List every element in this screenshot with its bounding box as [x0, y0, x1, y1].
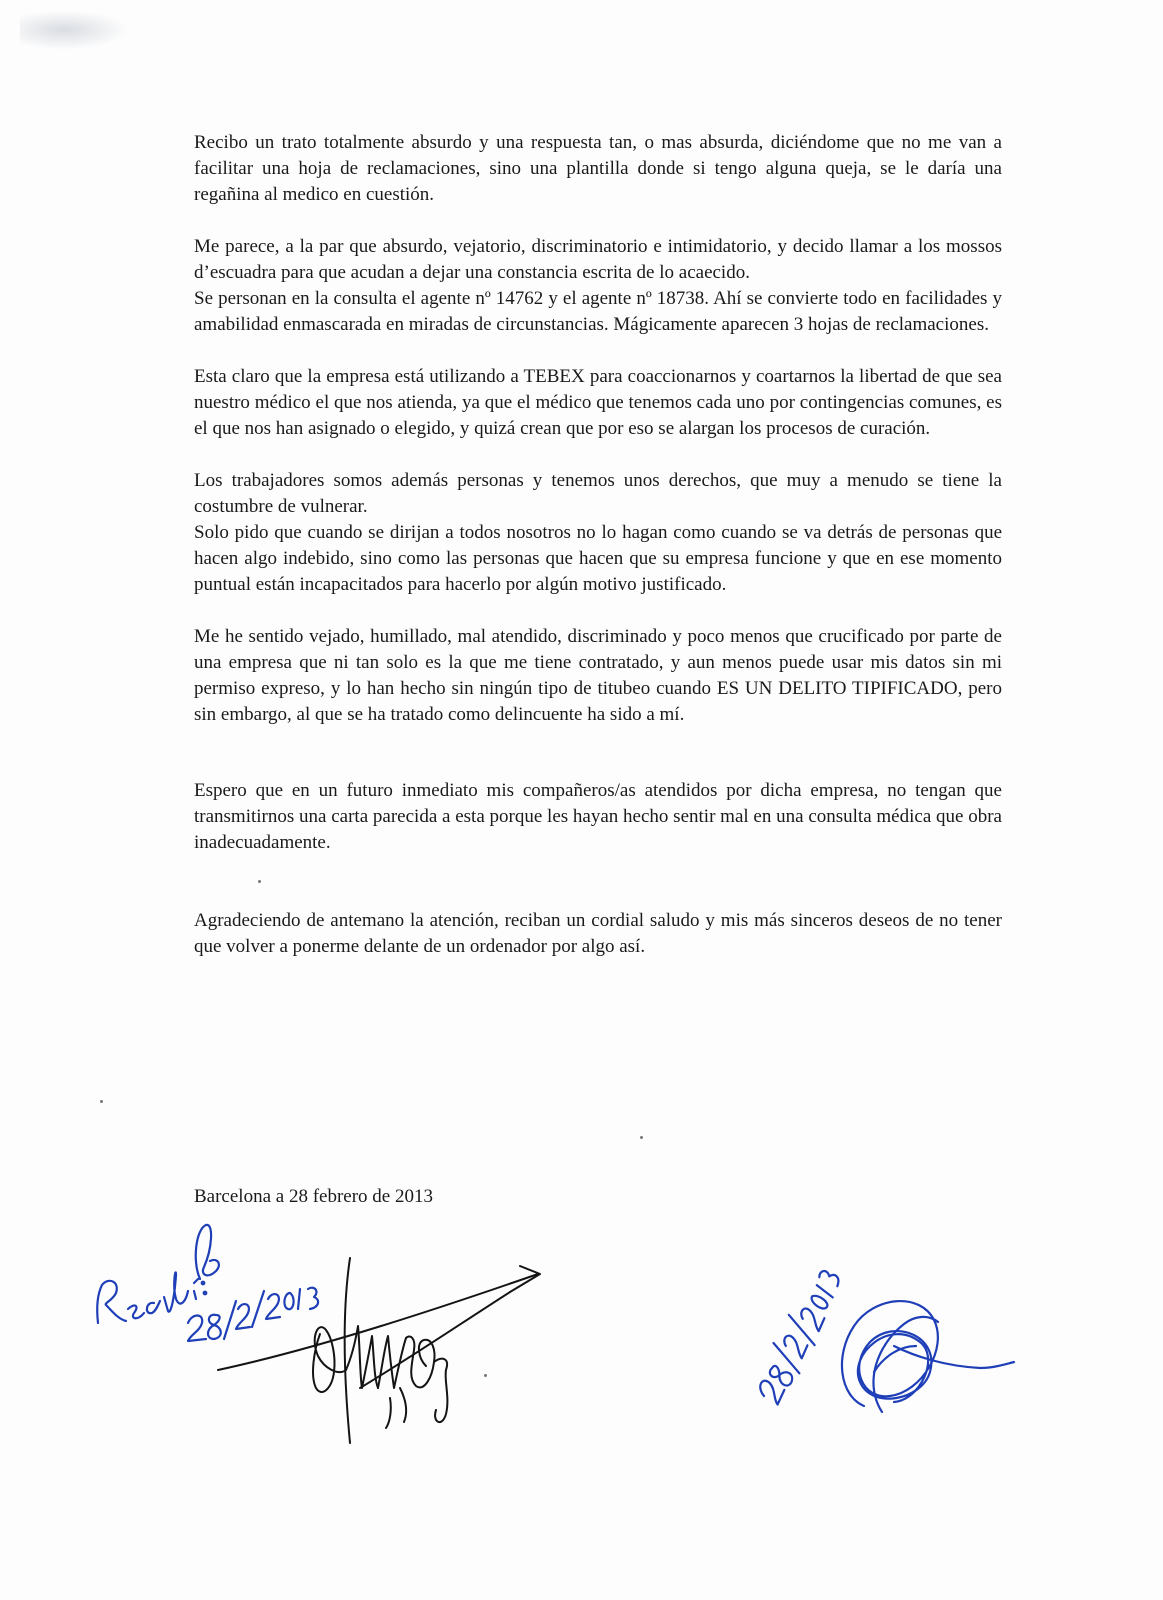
paragraph-2: Me parece, a la par que absurdo, vejatorio, discriminatorio e intimidatorio, y decido llamar a los mossos d’escuadra para que acudan a dejar una constancia escrita de lo acaecido.: [194, 236, 1002, 283]
scan-speck: [100, 1100, 103, 1103]
paragraph-7: Me he sentido vejado, humillado, mal atendido, discriminado y poco menos que crucificado por parte de una empresa que ni tan solo es la que me tiene contratado, y aun menos puede usar mis datos sin mi permiso expreso, y lo han hecho sin ningún tipo de titubeo cuando ES UN DELITO TIPIFICADO, pero sin embargo, al que se ha tratado como delincuente ha sido a mí.: [194, 626, 1002, 725]
scan-smudge: [20, 10, 130, 50]
right-handwritten-date: [744, 1196, 1044, 1436]
paragraph-6: Solo pido que cuando se dirijan a todos nosotros no lo hagan como cuando se va detrás de personas que hacen algo indebido, sino como las personas que hacen que su empresa funcione y que en ese momento puntual están incapacitados para hacerlo por algún motivo justificado.: [194, 522, 1002, 595]
paragraph-5: Los trabajadores somos además personas y tenemos unos derechos, que muy a menudo se tiene la costumbre de vulnerar.: [194, 470, 1002, 517]
scan-speck: [640, 1136, 643, 1139]
paragraph-8: Espero que en un futuro inmediato mis compañeros/as atendidos por dicha empresa, no tengan que transmitirnos una carta parecida a esta porque les hayan hecho sentir mal en una consulta médica que obra inadecuadamente.: [194, 780, 1002, 853]
paragraph-1: Recibo un trato totalmente absurdo y una respuesta tan, o mas absurda, diciéndome que no me van a facilitar una hoja de reclamaciones, sino una plantilla donde si tengo alguna queja, se le daría una regañina al medico en cuestión.: [194, 132, 1002, 205]
scan-speck: [258, 880, 261, 883]
paragraph-4: Esta claro que la empresa está utilizando a TEBEX para coaccionarnos y coartarnos la libertad de que sea nuestro médico el que nos atienda, ya que el médico que tenemos cada uno por contingencias comunes, es el que nos han asignado o elegido, y quizá crean que por eso se alargan los procesos de curación.: [194, 366, 1002, 439]
scan-speck: [484, 1374, 487, 1377]
signature: [210, 1238, 550, 1448]
paragraph-3: Se personan en la consulta el agente nº 14762 y el agente nº 18738. Ahí se convierte todo en facilidades y amabilidad enmascarada en miradas de circunstancias. Mágicamente aparecen 3 hojas de reclamaciones.: [194, 288, 1002, 335]
paragraph-9: Agradeciendo de antemano la atención, reciban un cordial saludo y mis más sinceros deseos de no tener que volver a ponerme delante de un ordenador por algo así.: [194, 910, 1002, 957]
place-and-date: Barcelona a 28 febrero de 2013: [194, 1186, 433, 1207]
letter-body: [194, 130, 1002, 960]
